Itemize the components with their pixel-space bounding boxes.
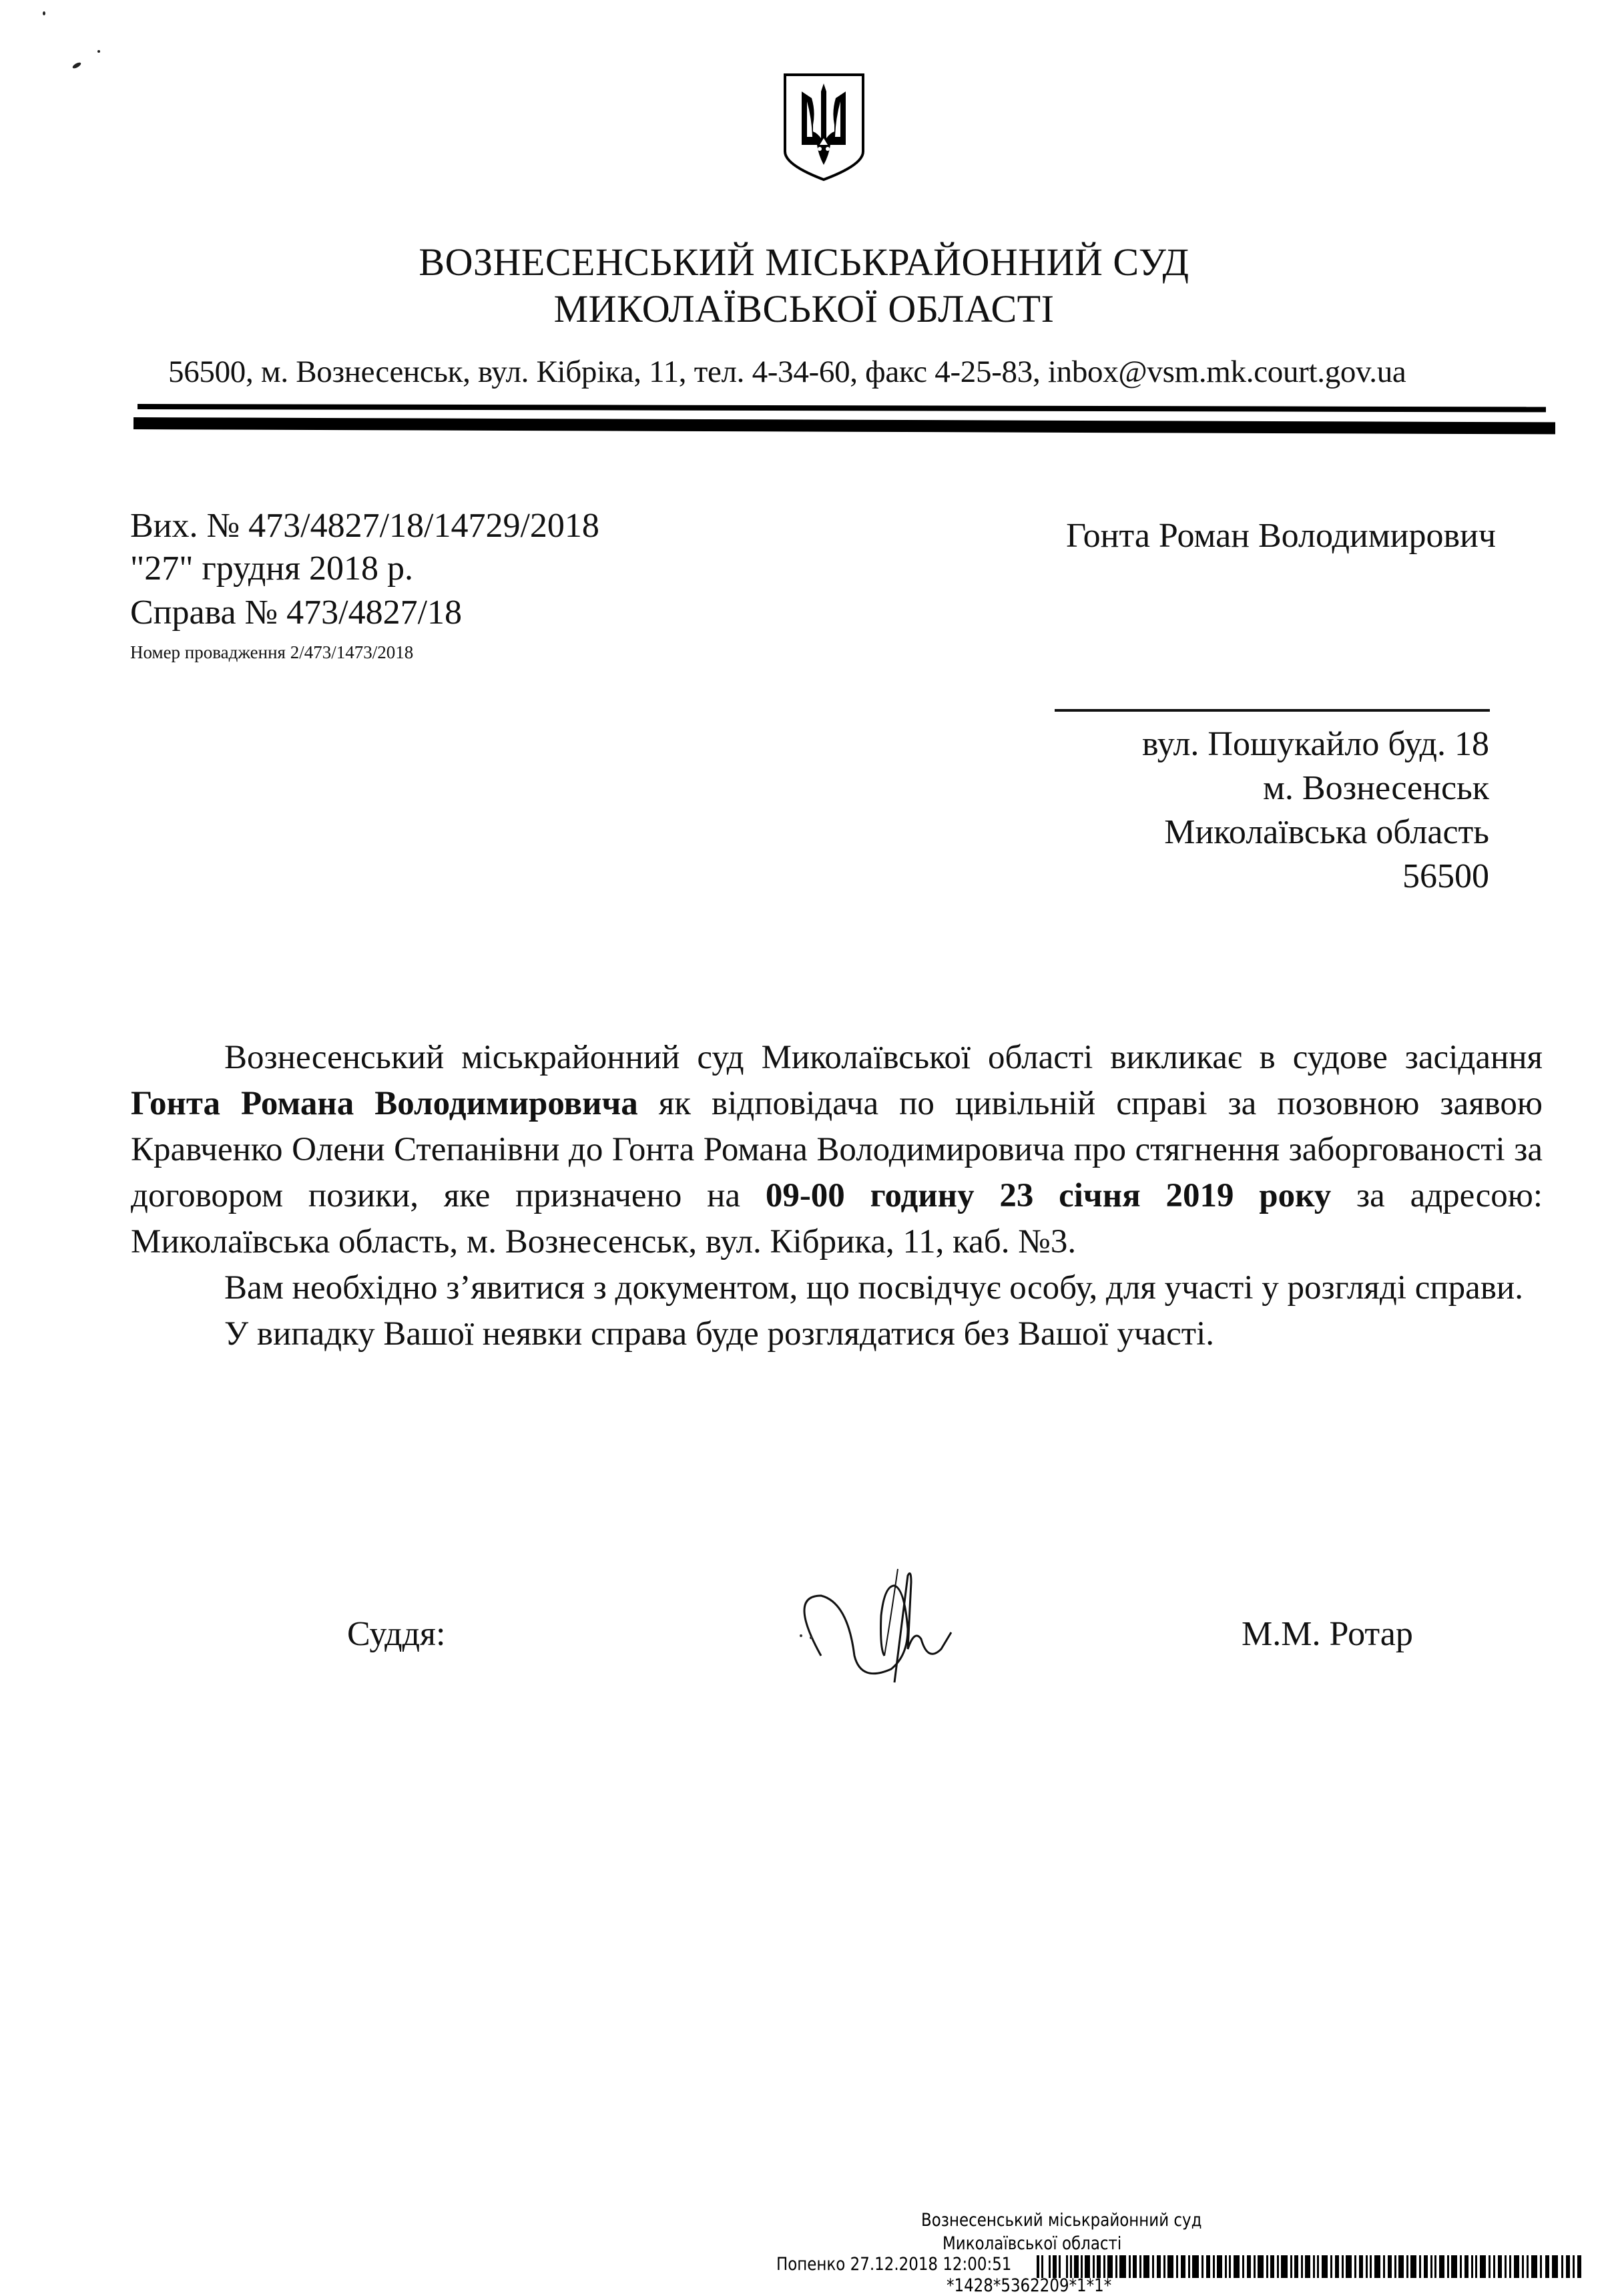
- summons-body: [131, 1035, 1543, 1357]
- summons-paragraph-2: Вам необхідно з’явитися з документом, що посвідчує особу, для участі у розгляді справи.: [224, 1269, 1523, 1307]
- address-street: вул. Пошукайло буд. 18: [1141, 725, 1489, 763]
- court-contacts: 56500, м. Вознесенськ, вул. Кібріка, 11, тел. 4-34-60, факс 4-25-83, inbox@vsm.mk.court.gov.ua: [168, 355, 1406, 389]
- stamp-court-line2: Миколаївської області: [943, 2233, 1122, 2254]
- summons-paragraph-3: У випадку Вашої неявки справа буде розглядатися без Вашої участі.: [224, 1315, 1215, 1353]
- court-name-line2: МИКОЛАЇВСЬКОЇ ОБЛАСТІ: [553, 287, 1055, 330]
- summons-paragraph-1: [131, 1035, 1543, 1265]
- hearing-datetime: 09-00 годину 23 січня 2019 року: [765, 1177, 1332, 1214]
- body-text: як відповідача по цивільній справі за позовною заявою Кравченко Олени Степанівни до Гонта Романа Володимировича про стягнення заборгованості за договором позики, яке призначено на: [131, 1085, 1543, 1214]
- barcode-number: *1428*5362209*1*1*: [947, 2275, 1112, 2296]
- address-city: м. Вознесенськ: [1262, 769, 1489, 807]
- body-text: Вознесенський міськрайонний суд Миколаївської області викликає в судове засідання: [224, 1039, 1543, 1076]
- coat-of-arms-icon: [782, 71, 866, 182]
- scan-speck: [43, 11, 45, 15]
- recipient-address: [1142, 722, 1489, 899]
- letter-date: "27" грудня 2018 р.: [130, 549, 414, 588]
- body-text: за адресою: Миколаївська область, м. Вознесенськ, вул. Кібрика, 11, каб. №3.: [131, 1177, 1543, 1260]
- address-divider: [1055, 709, 1490, 712]
- outgoing-number: Вих. № 473/4827/18/14729/2018: [130, 507, 599, 545]
- court-name-line1: ВОЗНЕСЕНСЬКИЙ МІСЬКРАЙОННИЙ СУД: [419, 240, 1189, 284]
- scan-speck: [97, 50, 100, 53]
- barcode-icon: [1037, 2255, 1583, 2278]
- address-postcode: 56500: [1402, 857, 1489, 895]
- case-number: Справа № 473/4827/18: [130, 594, 463, 632]
- handwritten-signature-icon: [774, 1556, 1015, 1689]
- address-region: Миколаївська область: [1164, 813, 1489, 851]
- header-divider-thin: [138, 404, 1546, 412]
- stamp-user-timestamp: Попенко 27.12.2018 12:00:51: [776, 2254, 1012, 2275]
- judge-name: М.М. Ротар: [1242, 1615, 1413, 1653]
- stamp-court-line1: Вознесенський міськрайонний суд: [921, 2210, 1202, 2231]
- header-divider-thick: [133, 417, 1555, 434]
- proceeding-number: Номер провадження 2/473/1473/2018: [130, 642, 414, 662]
- recipient-name: Гонта Роман Володимирович: [1066, 517, 1496, 555]
- judge-label: Суддя:: [347, 1615, 446, 1653]
- scan-speck: [71, 61, 81, 69]
- defendant-name: Гонта Романа Володимировича: [131, 1085, 638, 1122]
